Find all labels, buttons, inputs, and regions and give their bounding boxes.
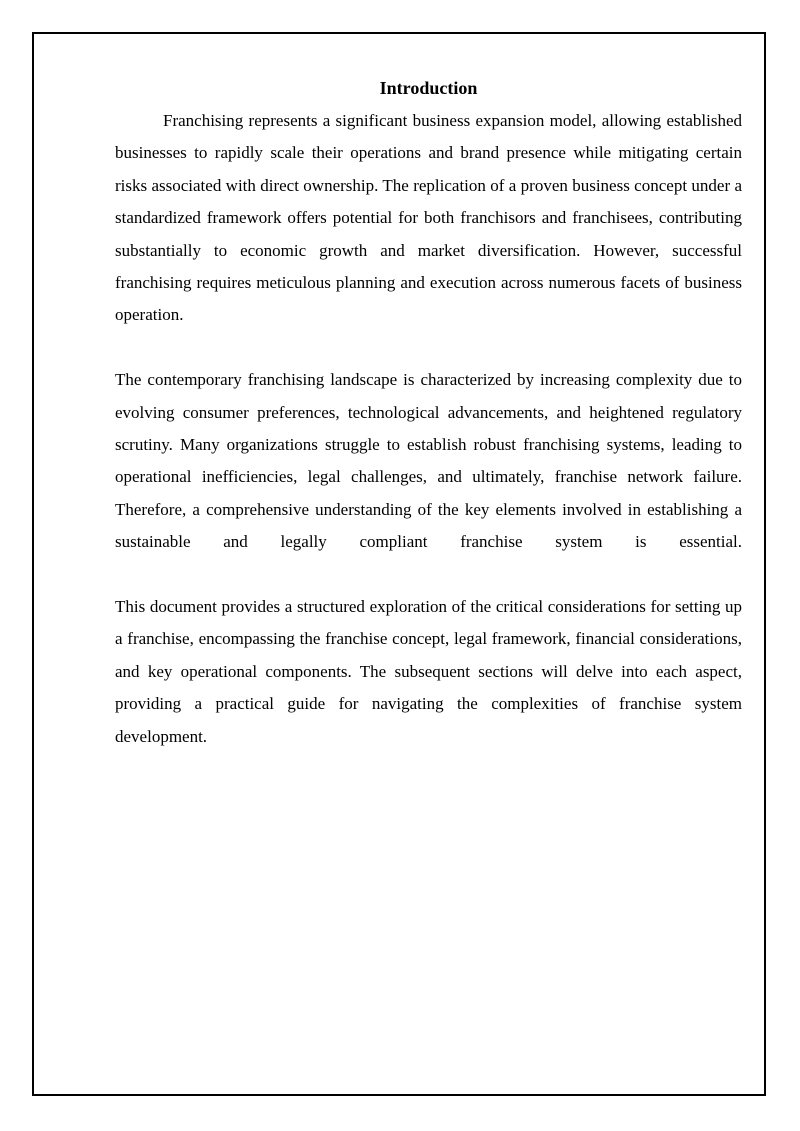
paragraph-scope: This document provides a structured exploration of the critical considerations for setting up a franchise, encompassing the franchise concept, legal framework, financial considerations, and key operational components. The subsequent sections will delve into each aspect, providing a practical guide for navigating the complexities of franchise system development. — [115, 597, 742, 746]
paragraph-spacer — [115, 332, 742, 364]
paragraph-intro: Franchising represents a significant business expansion model, allowing established businesses to rapidly scale their operations and brand presence while mitigating certain risks associated with direct ownership. The replication of a proven business concept under a standardized framework offers potential for both franchisors and franchisees, contributing substantially to economic growth and market diversification. However, successful franchising requires meticulous planning and execution across numerous facets of business operation. — [115, 111, 742, 325]
document-body — [115, 73, 742, 753]
paragraph-landscape: The contemporary franchising landscape is characterized by increasing complexity due to evolving consumer preferences, technological advancements, and heightened regulatory scrutiny. Many organizations struggle to establish robust franchising systems, leading to operational inefficiencies, legal challenges, and ultimately, franchise network failure. Therefore, a comprehensive understanding of the key elements involved in establishing a sustainable and legally compliant franchise system is essential. — [115, 370, 742, 552]
document-title: Introduction — [379, 78, 478, 98]
paragraph-spacer — [115, 559, 742, 591]
